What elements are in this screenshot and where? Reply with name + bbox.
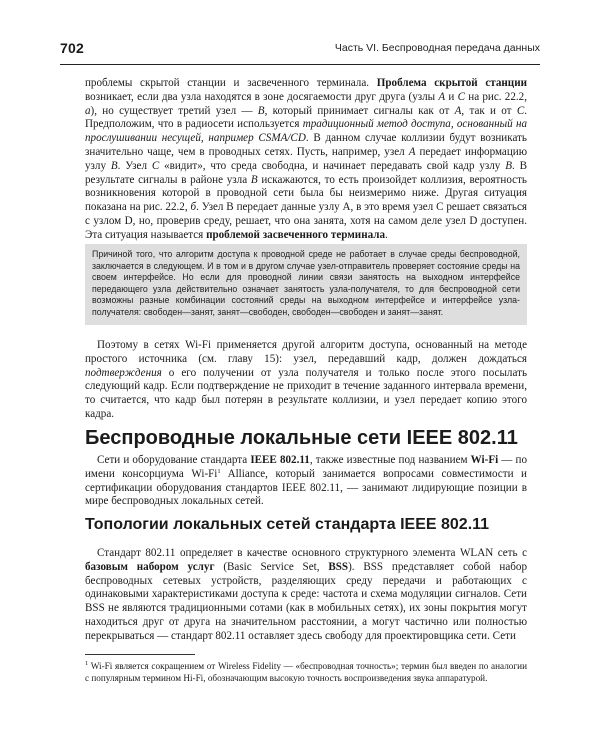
paragraph-bss: Стандарт 802.11 определяет в качестве основного структурного элемента WLAN сеть с базовым набором услуг (Basic Service Set, BSS). BSS представляет собой набор беспроводных сетевых устройств, разделяющих среду передачи и работающих с одинаковыми характеристиками доступа к среде: частота и схема модуляции сигналов. Сети BSS не являются традиционными сотами (как в мобильных сетях), их зоны покрытия могут находиться друг от друга на значительном расстоянии, а могут частично или полностью перекрываться — стандарт 802.11 оставляет здесь свободу для проектировщика сети. Сети	[85, 547, 527, 642]
section-heading: Беспроводные локальные сети IEEE 802.11	[85, 427, 518, 449]
page-number: 702	[60, 40, 84, 56]
term-ieee-80211: IEEE 802.11	[250, 454, 310, 466]
paragraph-ieee-80211: Сети и оборудование стандарта IEEE 802.11, также известные под названием Wi-Fi — по имени консорциума Wi-Fi$^1$ Alliance, который занимается вопросами совместимости и сертификации оборудования стандартов IEEE 802.11, — занимают лидирующие позиции в мире беспроводных локальных сетей.	[85, 454, 528, 508]
header-rule	[60, 64, 540, 65]
paragraph-wifi-access: Поэтому в сетях Wi-Fi применяется другой алгоритм доступа, основанный на методе простого источника (см. главу 15): узел, передавший кадр, должен дождаться подтверждения о его получении от узла получателя и только после этого посылать следующий кадр. Если подтверждение не приходит в течение заданного интервала времени, то считается, что кадр был потерян в результате коллизии, и узел передает копию этого кадра.	[85, 339, 527, 420]
footnote: $^1$ Wi-Fi является сокращением от Wireless Fidelity — «беспроводная точность»; термин был введен по аналогии с популярным термином Hi-Fi, обозначающим высокую точность воспроизведения звука аппаратурой.	[85, 660, 527, 683]
term-bss: базовым набором услуг	[85, 560, 215, 573]
term-hidden-station: Проблема скрытой станции	[376, 77, 527, 89]
footnote-mark: 1	[85, 660, 89, 667]
subsection-heading: Топологии локальных сетей стандарта IEEE 802.11	[85, 516, 490, 533]
footnote-rule	[85, 654, 195, 655]
emphasis-traditional-method: традиционный метод доступа, основанный на прослушивании несущей, например CSMA/CD	[85, 118, 528, 145]
paragraph-hidden-station: проблемы скрытой станции и засвеченного терминала. Проблема скрытой станции возникает, если два узла находятся в зоне досягаемости друг друга (узлы A и C на рис. 22.2, а), но существует третий узел — B, который принимает сигналы как от A, так и от C. Предположим, что в радиосети используется традиционный метод доступа, основанный на прослушивании несущей, например CSMA/CD. В данном случае коллизии будут возникать значительно чаще, чем в проводных сетях. Пусть, например, узел A передает информацию узлу B. Узел C «видит», что среда свободна, и начинает передавать свой кадр узлу B. В результате сигналы в районе узла B искажаются, то есть произойдет коллизия, вероятность возникновения которой в проводной сети была бы неизмеримо ниже. Другая ситуация показана на рис. 22.2, б. Узел B передает данные узлу A, в это время узел C решает связаться с узлом D, но, проверив среду, решает, что она занята, хотя на самом деле узел D доступен. Эта ситуация называется проблемой засвеченного терминала.	[85, 77, 528, 241]
emphasis-acknowledgement: подтверждения	[85, 366, 162, 379]
term-wifi: Wi-Fi	[470, 454, 499, 466]
term-exposed-terminal: проблемой засвеченного терминала	[206, 228, 386, 241]
footnote-reference[interactable]: 1	[217, 467, 221, 475]
note-box: Причиной того, что алгоритм доступа к проводной среде не работает в случае среды беспроводной, заключается в следующем. И в том и в другом случае узел-отправитель проверяет состояние среды на своем интерфейсе. Но если для проводной линии связи занятость на выходном интерфейсе передающего узла действительно означает занятость узла-получателя, то для беспроводной сети возможны разные комбинации состояний среды на выходном интерфейсе и интерфейсе узла-получателя: свободен—занят, занят—свободен, свободен—свободен и занят—занят.	[85, 244, 527, 325]
running-head	[60, 40, 540, 60]
part-title: Часть VI. Беспроводная передача данных	[334, 42, 540, 54]
